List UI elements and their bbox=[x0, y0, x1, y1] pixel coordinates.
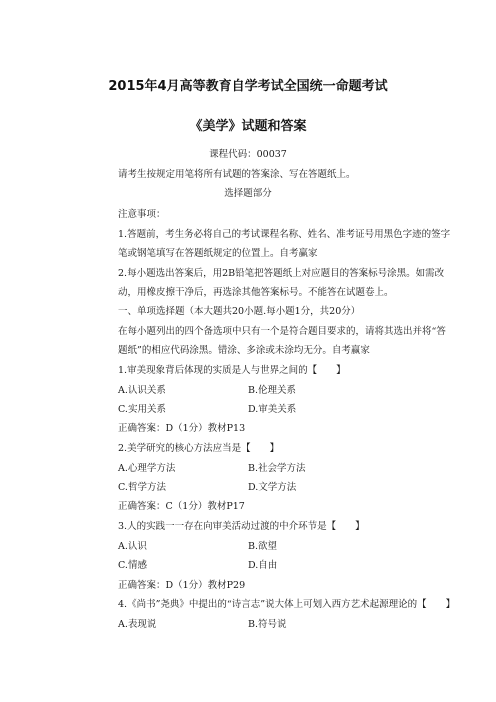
note2-line1: 2.每小题选出答案后，用2B铅笔把答题纸上对应题目的答案标号涂黑。如需改 bbox=[118, 268, 445, 279]
question-4-option-a: A.表现说 bbox=[118, 619, 157, 630]
question-3-answer: 正确答案：D（1分）教材P29 bbox=[118, 580, 246, 591]
question-3-option-d: D.自由 bbox=[248, 560, 278, 571]
question-2-stem: 2.美学研究的核心方法应当是【 】 bbox=[118, 443, 280, 454]
section1-desc-line2: 题纸”的相应代码涂黑。错涂、多涂或未涂均无分。自考赢家 bbox=[118, 345, 370, 356]
question-4-stem: 4.《尚书”尧典》中提出的“诗言志”说大体上可划入西方艺术起源理论的【 】 bbox=[118, 599, 456, 610]
section-label: 选择题部分 bbox=[224, 188, 272, 199]
question-2-option-b: B.社会学方法 bbox=[248, 463, 306, 474]
question-3-stem: 3.人的实践一一存在向审美活动过渡的中介环节是【 】 bbox=[118, 521, 365, 532]
question-4-option-b: B.符号说 bbox=[248, 619, 287, 630]
note1-line1: 1.答题前，考生务必将自己的考试课程名称、姓名、准考证号用黑色字迹的签字 bbox=[118, 229, 451, 240]
main-title: 2015年4月高等教育自学考试全国统一命题考试 bbox=[108, 79, 388, 94]
question-1-option-d: D.审美关系 bbox=[248, 404, 297, 415]
note1-line2: 笔或钢笔填写在答题纸规定的位置上。自考赢家 bbox=[118, 248, 318, 259]
note2-line2: 动，用橡皮擦干净后，再选涂其他答案标号。不能答在试题卷上。 bbox=[118, 287, 394, 298]
question-2-option-a: A.心理学方法 bbox=[118, 463, 176, 474]
section1-desc-line1: 在每小题列出的四个备选项中只有一个是符合题目要求的，请将其选出并将“答 bbox=[118, 326, 446, 337]
question-2-option-d: D.文学方法 bbox=[248, 482, 297, 493]
question-1-stem: 1.审美现象背后体现的实质是人与世界之间的【 】 bbox=[118, 365, 346, 376]
question-2-answer: 正确答案：C（1分）教材P17 bbox=[118, 501, 245, 512]
course-code: 课程代码：00037 bbox=[209, 149, 287, 160]
notes-heading: 注意事项： bbox=[118, 209, 166, 220]
question-3-option-b: B.欲望 bbox=[248, 541, 278, 552]
question-1-option-c: C.实用关系 bbox=[118, 404, 166, 415]
question-1-option-b: B.伦理关系 bbox=[248, 385, 297, 396]
question-2-option-c: C.哲学方法 bbox=[118, 482, 166, 493]
section1-heading: 一、单项选择题（本大题共20小题.每小题1分，共20分） bbox=[118, 306, 361, 317]
question-3-option-c: C.情感 bbox=[118, 560, 147, 571]
question-3-option-a: A.认识 bbox=[118, 541, 147, 552]
instruction-text: 请考生按规定用笔将所有试题的答案涂、写在答题纸上。 bbox=[118, 169, 356, 180]
question-1-answer: 正确答案：D（1分）教材P13 bbox=[118, 423, 246, 434]
sub-title: 《美学》试题和答案 bbox=[189, 119, 307, 134]
question-1-option-a: A.认识关系 bbox=[118, 385, 166, 396]
